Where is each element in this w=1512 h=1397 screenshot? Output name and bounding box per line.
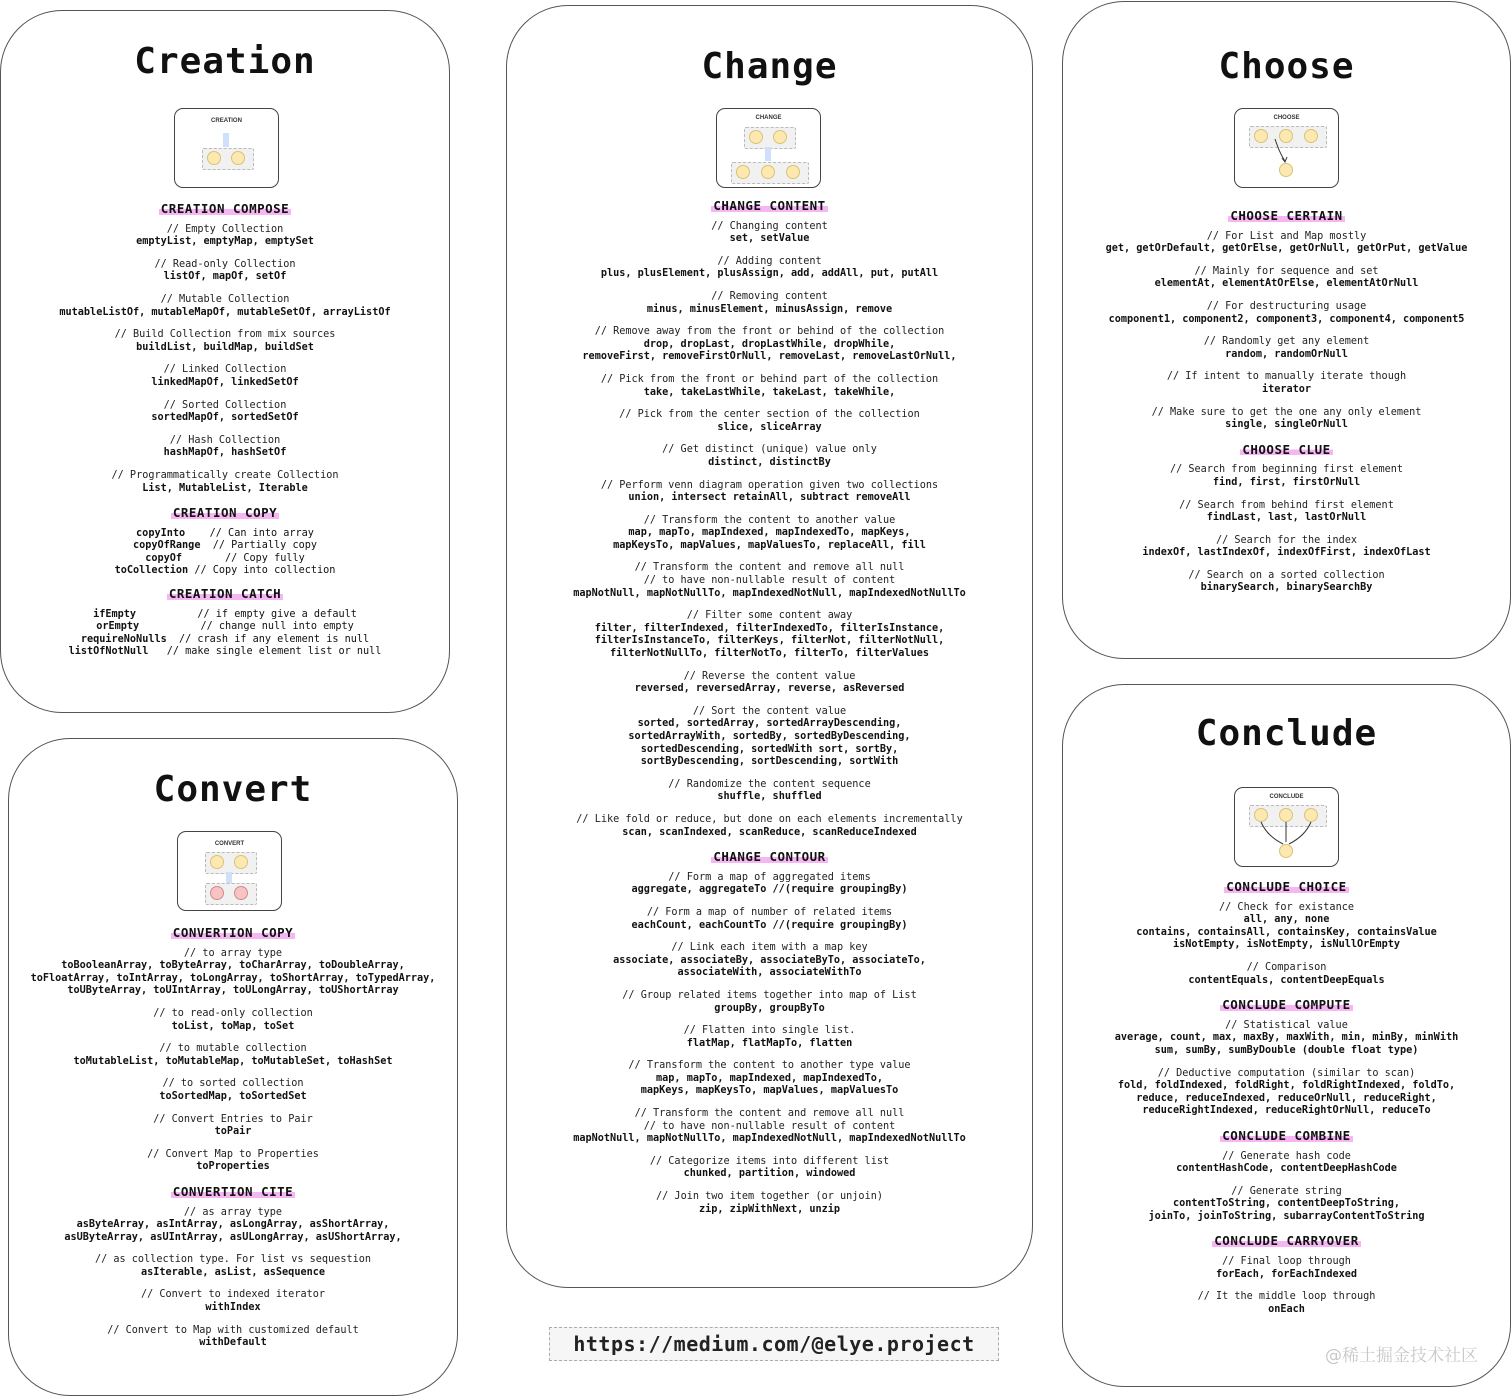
section-heading: CONCLUDE COMBINE <box>1222 1127 1351 1143</box>
group-comment: // Adding content <box>717 255 822 267</box>
item-dot <box>234 855 248 869</box>
function-list: fold, foldIndexed, foldRight, foldRightIndexed, foldTo, <box>1117 1080 1456 1092</box>
function-group <box>507 610 1032 660</box>
choose-clue-section <box>1063 442 1510 595</box>
group-comment: // Read-only Collection <box>154 258 296 270</box>
group-comment: // Search on a sorted collection <box>1188 569 1385 581</box>
function-list: sorted, sortedArray, sortedArrayDescending, <box>637 718 902 730</box>
function-group <box>507 1060 1032 1098</box>
function-list: contentEquals, contentDeepEquals <box>1188 974 1385 986</box>
function-group <box>507 779 1032 804</box>
function-row <box>1 565 449 578</box>
function-group <box>507 256 1032 281</box>
group-comment: // Sorted Collection <box>163 399 287 411</box>
section-heading: CONVERTION CITE <box>172 1183 294 1199</box>
function-row <box>1 540 449 553</box>
function-row <box>1 634 449 647</box>
function-list: eachCount, eachCountTo //(require groupingBy) <box>631 919 908 931</box>
function-group <box>507 1191 1032 1216</box>
item-dot <box>231 151 245 165</box>
function-group <box>9 1325 457 1350</box>
group-comment: // as array type <box>183 1206 283 1218</box>
function-group <box>507 326 1032 364</box>
function-group <box>1063 962 1510 987</box>
group-comment: // Deductive computation (similar to scan) <box>1157 1067 1416 1079</box>
function-comment: // crash if any element is null <box>166 633 370 645</box>
function-group <box>9 1078 457 1103</box>
function-list: all, any, none <box>1243 914 1330 926</box>
group-comment: // Empty Collection <box>166 223 284 235</box>
item-dot <box>773 130 787 144</box>
function-list: reduce, reduceIndexed, reduceOrNull, reduceRight, <box>1136 1092 1437 1104</box>
function-group <box>1063 1151 1510 1176</box>
function-row <box>1 528 449 541</box>
group-comment: // Statistical value <box>1225 1019 1348 1031</box>
function-list: iterator <box>1261 383 1312 395</box>
group-comment: // Perform venn diagram operation given two collections <box>600 479 939 491</box>
choose-panel <box>1062 1 1511 659</box>
function-list: filterIsInstanceTo, filterKeys, filterNot, filterNotNull, <box>594 635 945 647</box>
convert-icon-label: CONVERT <box>214 841 245 847</box>
function-list: mapNotNull, mapNotNullTo, mapIndexedNotNull, mapIndexedNotNullTo <box>573 1133 966 1145</box>
function-list: sortedDescending, sortedWith sort, sortBy, <box>640 743 899 755</box>
function-list: List, MutableList, Iterable <box>142 482 308 494</box>
conclude-diagram-icon <box>1234 787 1339 867</box>
group-comment: // Final loop through <box>1222 1256 1351 1268</box>
function-group <box>507 1025 1032 1050</box>
function-list: toUByteArray, toUIntArray, toULongArray, toUShortArray <box>67 985 399 997</box>
group-comment: // Form a map of aggregated items <box>668 871 871 883</box>
function-list: single, singleOrNull <box>1225 419 1348 431</box>
function-list: findLast, last, lastOrNull <box>1206 512 1367 524</box>
function-list: scan, scanIndexed, scanReduce, scanReduceIndexed <box>622 826 917 838</box>
choose-certain-section <box>1063 198 1510 432</box>
item-dot <box>207 151 221 165</box>
group-comment: // Form a map of number of related items <box>646 906 893 918</box>
function-list: sortByDescending, sortDescending, sortWith <box>640 756 899 768</box>
group-comment: // Search for the index <box>1215 534 1358 546</box>
section-heading: CREATION COPY <box>172 505 278 521</box>
group-comment: // Check for existance <box>1219 901 1354 913</box>
function-group <box>1 435 449 460</box>
function-group <box>9 1207 457 1245</box>
function-group <box>9 1289 457 1314</box>
function-list: associate, associateBy, associateByTo, associateTo, <box>613 954 926 966</box>
group-comment: // to array type <box>183 947 283 959</box>
function-list: set, setValue <box>729 233 810 245</box>
function-list: zip, zipWithNext, unzip <box>698 1203 841 1215</box>
group-comment: // as collection type. For list vs sequestion <box>94 1254 371 1266</box>
section-heading: CREATION COMPOSE <box>160 201 290 216</box>
function-name: ifEmpty <box>93 608 137 620</box>
function-list: asByteArray, asIntArray, asLongArray, asShortArray, <box>76 1219 390 1231</box>
item-dot <box>749 130 763 144</box>
function-list: removeFirst, removeFirstOrNull, removeLast, removeLastOrNull, <box>582 351 957 363</box>
function-group <box>507 1108 1032 1146</box>
converted-dot <box>210 886 224 900</box>
down-arrow-icon <box>765 147 771 161</box>
function-list: listOf, mapOf, setOf <box>163 271 287 283</box>
function-group <box>1063 1256 1510 1281</box>
group-comment: // Remove away from the front or behind of the collection <box>594 326 945 338</box>
function-group <box>1 259 449 284</box>
convert-panel <box>8 738 458 1396</box>
function-group <box>1 224 449 249</box>
change-panel <box>506 5 1033 1288</box>
function-comment: // if empty give a default <box>136 608 357 620</box>
group-comment: // Link each item with a map key <box>671 942 868 954</box>
function-name: requireNoNulls <box>80 633 167 645</box>
function-group <box>507 814 1032 839</box>
function-list: shuffle, shuffled <box>717 791 822 803</box>
function-group <box>9 1114 457 1139</box>
group-comment: // Transform the content and remove all null // to have non-nullable result of content <box>634 562 905 587</box>
conclude-carryover-section <box>1063 1233 1510 1316</box>
function-group <box>1063 336 1510 361</box>
conclude-compute-section <box>1063 997 1510 1118</box>
group-comment: // Convert to Map with customized default <box>107 1324 359 1336</box>
group-comment: // Get distinct (unique) value only <box>662 444 877 456</box>
function-name: copyOfRange <box>132 540 201 552</box>
function-list: toMutableList, toMutableMap, toMutableSet, toHashSet <box>73 1055 393 1067</box>
function-list: flatMap, flatMapTo, flatten <box>686 1037 853 1049</box>
group-comment: // Search from behind first element <box>1179 499 1394 511</box>
group-comment: // Sort the content value <box>692 705 847 717</box>
function-row <box>1 621 449 634</box>
convert-diagram-icon <box>177 831 282 911</box>
conclude-title: Conclude <box>1195 713 1378 754</box>
group-comment: // Reverse the content value <box>683 670 856 682</box>
group-comment: // Generate string <box>1231 1185 1342 1197</box>
function-comment: // Partially copy <box>200 540 317 552</box>
source-url-link[interactable]: https://medium.com/@elye.project <box>549 1327 999 1361</box>
group-comment: // Search from beginning first element <box>1169 464 1404 476</box>
group-comment: // Hash Collection <box>169 434 281 446</box>
function-list: toPair <box>214 1126 252 1138</box>
change-title: Change <box>701 46 838 87</box>
function-group <box>507 515 1032 553</box>
function-list: reduceRightIndexed, reduceRightOrNull, reduceTo <box>1142 1105 1431 1117</box>
function-comment: // Can into array <box>185 527 314 539</box>
group-comment: // Randomize the content sequence <box>668 778 871 790</box>
group-comment: // Mainly for sequence and set <box>1194 265 1379 277</box>
function-list: contentToString, contentDeepToString, <box>1173 1198 1400 1210</box>
group-comment: // Pick from the center section of the collection <box>619 409 920 421</box>
function-list: map, mapTo, mapIndexed, mapIndexedTo, mapKeys, <box>628 527 911 539</box>
function-group <box>9 948 457 998</box>
function-group <box>507 221 1032 246</box>
result-dot <box>1279 844 1293 858</box>
group-comment: // Convert Entries to Pair <box>153 1113 313 1125</box>
function-list: toProperties <box>196 1161 270 1173</box>
function-group <box>1063 266 1510 291</box>
function-list: mapKeys, mapKeysTo, mapValues, mapValuesTo <box>640 1085 899 1097</box>
conclude-icon-label: CONCLUDE <box>1269 794 1304 800</box>
function-group <box>9 1149 457 1174</box>
group-comment: // to read-only collection <box>153 1007 313 1019</box>
function-list: withDefault <box>199 1337 267 1349</box>
convertion-cite-section <box>9 1184 457 1350</box>
group-comment: // Join two item together (or unjoin) <box>656 1191 883 1203</box>
function-group <box>1063 371 1510 396</box>
function-list: plus, plusElement, plusAssign, add, addAll, put, putAll <box>600 268 939 280</box>
function-list: indexOf, lastIndexOf, indexOfFirst, indexOfLast <box>1142 547 1431 559</box>
group-comment: // Mutable Collection <box>160 293 290 305</box>
function-list: aggregate, aggregateTo //(require groupingBy) <box>631 884 908 896</box>
function-group <box>1 470 449 495</box>
function-list: hashMapOf, hashSetOf <box>163 447 287 459</box>
function-list: mapKeysTo, mapValues, mapValuesTo, replaceAll, fill <box>613 539 926 551</box>
function-list: map, mapTo, mapIndexed, mapIndexedTo, <box>656 1072 883 1084</box>
function-group <box>9 1043 457 1068</box>
group-comment: // Transform the content to another value <box>643 514 896 526</box>
convertion-copy-section <box>9 915 457 1174</box>
function-list: union, intersect retainAll, subtract removeAll <box>628 492 911 504</box>
function-group <box>1063 500 1510 525</box>
section-heading: CREATION CATCH <box>168 586 282 602</box>
item-dot <box>210 855 224 869</box>
section-heading: CONVERTION COPY <box>172 925 294 940</box>
function-comment: // Copy fully <box>182 552 305 564</box>
function-list: withIndex <box>205 1302 261 1314</box>
function-list: buildList, buildMap, buildSet <box>136 341 314 353</box>
group-comment: // Make sure to get the one any only element <box>1151 406 1422 418</box>
function-group <box>507 1156 1032 1181</box>
function-group <box>507 480 1032 505</box>
function-list: component1, component2, component3, component4, component5 <box>1108 313 1465 325</box>
function-group <box>1063 570 1510 595</box>
function-name: copyOf <box>145 552 183 564</box>
choose-icon-label: CHOOSE <box>1273 115 1300 121</box>
converted-dot <box>234 886 248 900</box>
function-list: take, takeLastWhile, takeLast, takeWhile, <box>643 386 896 398</box>
group-comment: // Like fold or reduce, but done on each elements incrementally <box>576 813 963 825</box>
creation-diagram-icon <box>174 108 279 188</box>
function-group <box>1063 1186 1510 1224</box>
function-group <box>1 329 449 354</box>
group-comment: // to mutable collection <box>159 1043 307 1055</box>
function-list: filterNotNullTo, filterNotTo, filterTo, filterValues <box>610 648 929 660</box>
section-heading: CONCLUDE CHOICE <box>1226 879 1347 894</box>
function-group <box>507 291 1032 316</box>
group-comment: // Flatten into single list. <box>683 1025 856 1037</box>
function-list: asUByteArray, asUIntArray, asULongArray, asUShortArray, <box>64 1231 402 1243</box>
chosen-dot <box>1279 163 1293 177</box>
function-group <box>507 409 1032 434</box>
group-comment: // For destructuring usage <box>1206 300 1367 312</box>
function-group <box>1063 1068 1510 1118</box>
group-comment: // Categorize items into different list <box>649 1155 890 1167</box>
group-comment: // Convert to indexed iterator <box>140 1289 325 1301</box>
function-list: forEach, forEachIndexed <box>1215 1268 1358 1280</box>
function-group <box>9 1008 457 1033</box>
section-heading: CHOOSE CLUE <box>1242 441 1331 457</box>
choose-title: Choose <box>1218 46 1355 87</box>
group-comment: // Convert Map to Properties <box>147 1148 319 1160</box>
group-comment: // If intent to manually iterate though <box>1166 371 1407 383</box>
conclude-choice-section <box>1063 869 1510 987</box>
group-comment: // to sorted collection <box>162 1078 304 1090</box>
function-comment: // make single element list or null <box>148 646 382 658</box>
group-comment: // Changing content <box>711 220 828 232</box>
group-comment: // Filter some content away <box>686 610 853 622</box>
creation-title: Creation <box>134 41 316 82</box>
function-comment: // Copy into collection <box>188 565 336 577</box>
function-list: emptyList, emptyMap, emptySet <box>136 236 314 248</box>
section-heading: CHOOSE CERTAIN <box>1230 208 1343 223</box>
group-comment: // It the middle loop through <box>1197 1291 1376 1303</box>
function-group <box>507 444 1032 469</box>
function-name: copyInto <box>136 527 186 539</box>
function-list: linkedMapOf, linkedSetOf <box>151 376 299 388</box>
function-list: get, getOrDefault, getOrElse, getOrNull, getOrPut, getValue <box>1105 243 1468 255</box>
change-contour-section <box>507 849 1032 1216</box>
function-group <box>1063 1291 1510 1316</box>
group-comment: // Removing content <box>711 290 828 302</box>
function-list: sum, sumBy, sumByDouble (double float type) <box>1154 1044 1419 1056</box>
watermark: @稀土掘金技术社区 <box>1325 1346 1478 1366</box>
creation-catch-section <box>1 586 449 659</box>
function-name: toCollection <box>114 565 189 577</box>
function-row <box>1 646 449 659</box>
group-comment: // Group related items together into map of List <box>622 989 917 1001</box>
group-comment: // Build Collection from mix sources <box>114 329 336 341</box>
convert-title: Convert <box>153 769 313 810</box>
section-heading: CHANGE CONTENT <box>713 198 826 213</box>
change-diagram-icon <box>716 108 821 188</box>
section-heading: CHANGE CONTOUR <box>713 849 826 865</box>
function-group <box>1063 407 1510 432</box>
function-list: sortedMapOf, sortedSetOf <box>151 412 299 424</box>
function-group <box>507 942 1032 980</box>
function-group <box>507 374 1032 399</box>
function-list: slice, sliceArray <box>717 421 822 433</box>
function-list: toFloatArray, toIntArray, toLongArray, toShortArray, toTypedArray, <box>30 972 436 984</box>
section-heading: CONCLUDE CARRYOVER <box>1214 1233 1359 1249</box>
function-row <box>1 553 449 566</box>
group-comment: // Programmatically create Collection <box>111 469 339 481</box>
function-group <box>1063 301 1510 326</box>
function-group <box>9 1254 457 1279</box>
function-list: groupBy, groupByTo <box>714 1002 825 1014</box>
function-group <box>1063 464 1510 489</box>
function-list: sortedArrayWith, sortedBy, sortedByDescending, <box>628 731 911 742</box>
function-list: find, first, firstOrNull <box>1212 476 1361 488</box>
function-list: contains, containsAll, containsKey, containsValue <box>1136 926 1437 938</box>
function-list: mutableListOf, mutableMapOf, mutableSetOf, arrayListOf <box>59 306 391 318</box>
function-list: distinct, distinctBy <box>708 456 831 468</box>
function-group <box>507 562 1032 600</box>
group-comment: // Linked Collection <box>163 364 287 376</box>
function-list: reversed, reversedArray, reverse, asReversed <box>634 683 905 695</box>
item-dot <box>761 165 775 179</box>
function-group <box>1063 231 1510 256</box>
choose-diagram-icon <box>1234 108 1339 188</box>
creation-copy-section <box>1 505 449 578</box>
function-group <box>1 400 449 425</box>
function-group <box>507 907 1032 932</box>
function-list: average, count, max, maxBy, maxWith, min, minBy, minWith <box>1114 1032 1459 1044</box>
function-group <box>1063 1020 1510 1058</box>
function-list: isNotEmpty, isNotEmpty, isNullOrEmpty <box>1173 939 1400 951</box>
group-comment: // Transform the content and remove all null // to have non-nullable result of content <box>634 1108 905 1132</box>
function-name: listOfNotNull <box>68 646 149 658</box>
function-list: random, randomOrNull <box>1225 348 1348 360</box>
item-dot <box>736 165 750 179</box>
function-list: filter, filterIndexed, filterIndexedTo, filterIsInstance, <box>594 622 945 634</box>
function-list: joinTo, joinToString, subarrayContentToString <box>1148 1210 1425 1222</box>
group-comment: // Generate hash code <box>1222 1150 1351 1162</box>
creation-compose-section <box>1 191 449 495</box>
section-heading: CONCLUDE COMPUTE <box>1222 997 1351 1013</box>
function-group <box>507 706 1032 769</box>
function-name: orEmpty <box>96 621 140 633</box>
function-list: binarySearch, binarySearchBy <box>1200 582 1373 594</box>
function-list: mapNotNull, mapNotNullTo, mapIndexedNotNull, mapIndexedNotNullTo <box>573 587 966 599</box>
group-comment: // Comparison <box>1246 961 1327 973</box>
function-list: chunked, partition, windowed <box>683 1168 856 1180</box>
conclude-panel <box>1062 684 1511 1387</box>
change-icon-label: CHANGE <box>755 115 782 121</box>
item-dot <box>786 165 800 179</box>
function-group <box>507 990 1032 1015</box>
function-list: contentHashCode, contentDeepHashCode <box>1176 1163 1397 1175</box>
function-group <box>507 872 1032 897</box>
function-list: toBooleanArray, toByteArray, toCharArray, toDoubleArray, <box>61 960 405 972</box>
function-list: asIterable, asList, asSequence <box>140 1266 325 1278</box>
function-comment: // change null into empty <box>139 621 354 633</box>
down-arrow-icon <box>223 133 229 147</box>
group-comment: // Pick from the front or behind part of the collection <box>600 373 939 385</box>
function-list: toSortedMap, toSortedSet <box>159 1090 307 1102</box>
creation-panel <box>0 10 450 713</box>
function-group <box>1063 535 1510 560</box>
creation-icon-label: CREATION <box>211 118 242 124</box>
function-row <box>1 609 449 622</box>
group-comment: // Transform the content to another type value <box>628 1060 911 1072</box>
function-list: onEach <box>1268 1303 1305 1315</box>
function-group <box>507 671 1032 696</box>
change-content-section <box>507 188 1032 839</box>
function-list: minus, minusElement, minusAssign, remove <box>646 303 893 315</box>
function-group <box>1063 902 1510 952</box>
function-group <box>1 294 449 319</box>
group-comment: // Randomly get any element <box>1203 336 1370 348</box>
conclude-combine-section <box>1063 1128 1510 1224</box>
group-comment: // For List and Map mostly <box>1206 230 1367 242</box>
function-list: elementAt, elementAtOrElse, elementAtOrNull <box>1154 278 1419 290</box>
function-list: associateWith, associateWithTo <box>677 967 862 979</box>
function-list: toList, toMap, toSet <box>171 1020 295 1032</box>
function-list: drop, dropLast, dropLastWhile, dropWhile, <box>643 338 896 350</box>
function-group <box>1 364 449 389</box>
